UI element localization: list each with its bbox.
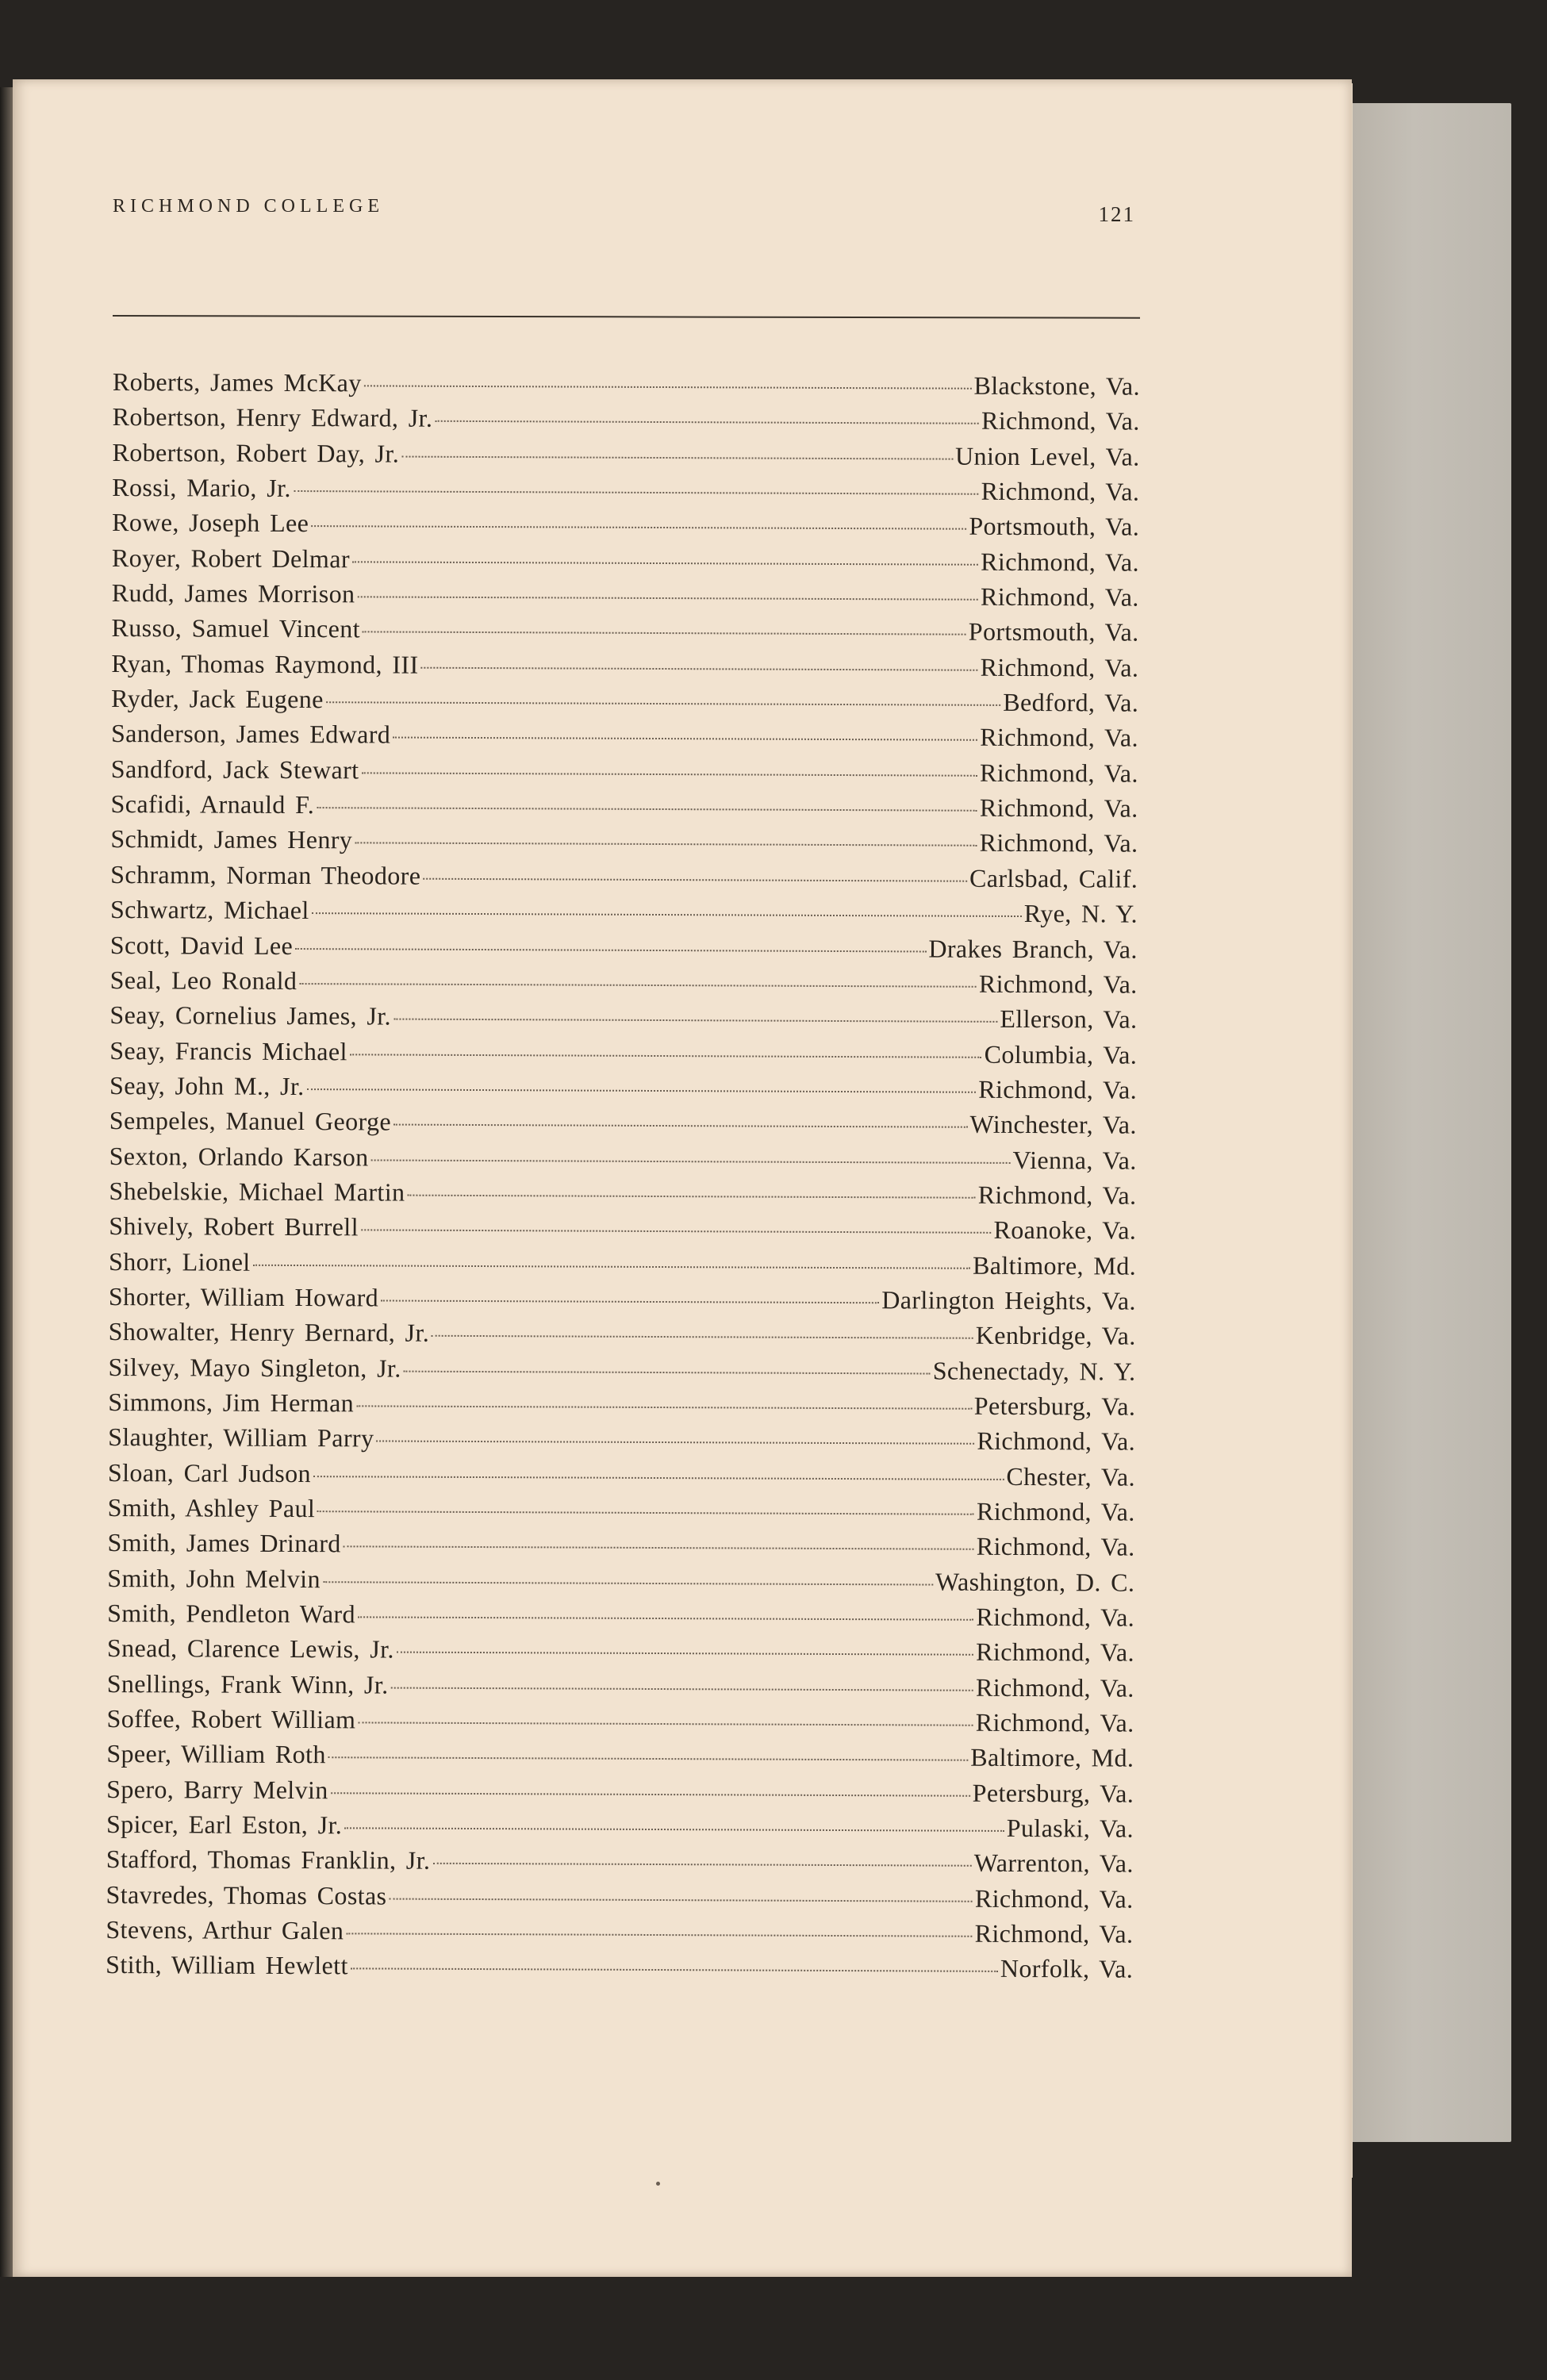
dot-leader [294,490,979,495]
entry-name: Sloan, Carl Judson [107,1457,312,1488]
entry-name: Scafidi, Arnauld F. [110,789,315,820]
dot-leader [364,385,972,389]
list-item [111,613,1138,653]
entry-name: Sandford, Jack Stewart [110,754,359,785]
list-item [107,1528,1134,1568]
entry-name: Soffee, Robert William [106,1704,356,1734]
entry-name: Simmons, Jim Herman [108,1387,355,1418]
entry-name: Rossi, Mario, Jr. [112,473,291,503]
dot-leader [323,1581,933,1585]
dot-leader [404,1370,931,1374]
list-item [107,1599,1134,1638]
entry-place: Ellerson, Va. [1000,1004,1138,1034]
entry-name: Snellings, Frank Winn, Jr. [106,1668,389,1699]
dot-leader [381,1299,879,1303]
entry-place: Kenbridge, Va. [975,1321,1136,1350]
list-item [111,719,1138,758]
dot-leader [311,525,966,530]
entry-name: Schwartz, Michael [109,895,309,925]
list-item [109,1142,1137,1181]
entry-place: Vienna, Va. [1012,1145,1137,1175]
dot-leader [397,1652,973,1656]
list-item [112,438,1139,478]
entry-place: Richmond, Va. [980,652,1139,682]
entry-place: Richmond, Va. [980,723,1139,753]
entry-name: Spicer, Earl Eston, Jr. [106,1810,343,1840]
entry-name: Smith, James Drinard [107,1528,341,1558]
entry-place: Richmond, Va. [976,1637,1135,1668]
list-item [109,1036,1137,1076]
entry-name: Smith, Pendleton Ward [107,1599,356,1629]
entry-name: Scott, David Lee [109,930,294,960]
dot-leader [253,1264,970,1269]
list-item [112,543,1139,583]
entry-place: Petersburg, Va. [972,1778,1134,1808]
entry-name: Robertson, Henry Edward, Jr. [112,402,433,433]
list-item [112,473,1139,512]
dot-leader [299,983,977,988]
dot-leader [391,1687,974,1691]
entry-place: Richmond, Va. [981,547,1140,577]
dot-leader [358,1722,973,1726]
list-item [108,1422,1135,1462]
dot-leader [356,1405,972,1409]
dot-leader [358,1616,974,1620]
entry-name: Showalter, Henry Bernard, Jr. [108,1317,430,1348]
entry-name: Slaughter, William Parry [108,1422,374,1453]
entry-place: Petersburg, Va. [973,1391,1136,1421]
list-item [110,860,1138,900]
entry-name: Roberts, James McKay [112,367,362,397]
list-item [111,684,1138,724]
entry-place: Baltimore, Md. [972,1250,1137,1280]
list-item [109,1211,1136,1251]
entry-name: Shorr, Lionel [109,1246,251,1276]
backing-board [1349,103,1511,2142]
entry-place: Union Level, Va. [955,441,1140,471]
entry-place: Richmond, Va. [974,1918,1134,1948]
entry-name: Seay, Cornelius James, Jr. [109,1000,392,1031]
list-item [106,1810,1134,1849]
entry-place: Richmond, Va. [979,758,1138,788]
entry-name: Royer, Robert Delmar [111,543,350,574]
entry-place: Winchester, Va. [969,1109,1137,1139]
entry-name: Silvey, Mayo Singleton, Jr. [108,1352,401,1383]
list-item [106,1775,1134,1814]
dot-leader [344,1546,974,1550]
entry-place: Drakes Branch, Va. [928,933,1138,964]
dot-leader [407,1195,975,1199]
list-item [109,1106,1137,1146]
entry-name: Stevens, Arthur Galen [106,1915,344,1945]
list-item [106,1915,1133,1955]
list-item [110,824,1138,864]
entry-place: Richmond, Va. [977,1426,1136,1456]
entry-name: Shebelskie, Michael Martin [109,1176,405,1207]
entry-name: Smith, John Melvin [107,1563,321,1593]
dot-leader [393,737,977,741]
dot-leader [362,772,978,776]
entry-name: Shorter, William Howard [108,1281,379,1312]
dot-leader [421,666,978,670]
entry-name: Sanderson, James Edward [110,719,391,749]
dot-leader [363,631,966,635]
dot-leader [371,1159,1011,1164]
entry-name: Stavredes, Thomas Costas [106,1879,387,1910]
list-item [109,1071,1137,1111]
entry-place: Roanoke, Va. [993,1215,1137,1245]
entry-place: Bedford, Va. [1003,687,1139,717]
dot-leader [295,948,926,952]
list-item [113,367,1140,407]
dot-leader [376,1441,974,1445]
list-item [110,965,1138,1005]
dot-leader [355,843,977,846]
entry-name: Speer, William Roth [106,1739,326,1769]
entry-name: Sexton, Orlando Karson [109,1141,369,1171]
entry-place: Schenectady, N. Y. [932,1356,1136,1386]
dot-leader [393,1124,967,1128]
dot-leader [307,1088,977,1093]
dot-leader [317,807,977,812]
list-item [108,1353,1135,1392]
dot-leader [357,596,978,600]
entry-place: Richmond, Va. [980,582,1139,612]
list-item [109,1282,1136,1322]
list-item [112,508,1139,547]
entry-place: Richmond, Va. [976,1532,1135,1561]
dot-leader [423,878,967,882]
entry-place: Portsmouth, Va. [968,617,1139,647]
entry-name: Schmidt, James Henry [110,824,353,854]
page-speck [656,2182,660,2186]
list-item [111,649,1138,689]
dot-leader [435,420,979,424]
entry-place: Rye, N. Y. [1023,899,1138,928]
list-item [109,1177,1136,1216]
entry-place: Carlsbad, Calif. [969,863,1138,893]
dot-leader [326,701,1000,706]
entry-name: Spero, Barry Melvin [106,1774,328,1804]
entry-name: Schramm, Norman Theodore [110,859,421,890]
list-item [109,1317,1136,1357]
dot-leader [351,1968,998,1973]
list-item [108,1458,1135,1498]
dot-leader [328,1757,969,1762]
entry-name: Sempeles, Manuel George [109,1106,392,1136]
entry-name: Rowe, Joseph Lee [112,508,309,538]
list-item [107,1564,1134,1603]
entry-place: Richmond, Va. [975,1707,1134,1737]
entry-name: Stafford, Thomas Franklin, Jr. [106,1844,431,1875]
entry-place: Richmond, Va. [979,793,1138,823]
entry-place: Richmond, Va. [979,828,1138,858]
list-item [109,1247,1136,1287]
dot-leader [389,1898,972,1902]
entry-name: Snead, Clarence Lewis, Jr. [106,1633,394,1664]
directory-list [106,367,1140,1990]
list-item [110,789,1138,829]
running-head [113,196,1140,244]
entry-place: Richmond, Va. [977,1180,1137,1210]
entry-place: Portsmouth, Va. [969,512,1140,542]
list-item [111,754,1138,794]
list-item [106,1844,1134,1884]
entry-place: Blackstone, Va. [973,370,1140,401]
entry-name: Shively, Robert Burrell [109,1211,359,1242]
page-number: 121 [1098,202,1135,226]
list-item [106,1704,1134,1744]
dot-leader [432,1335,973,1339]
running-title: RICHMOND COLLEGE [113,196,384,217]
entry-place: Darlington Heights, Va. [881,1285,1136,1315]
list-item [107,1633,1134,1673]
dot-leader [346,1933,972,1937]
list-item [106,1950,1133,1990]
entry-name: Ryan, Thomas Raymond, III [111,648,419,679]
list-item [113,402,1140,442]
dot-leader [401,455,953,459]
entry-place: Pulaski, Va. [1006,1814,1134,1843]
entry-name: Stith, William Hewlett [106,1950,348,1980]
entry-place: Richmond, Va. [974,1883,1134,1914]
dot-leader [331,1792,970,1797]
entry-name: Seay, Francis Michael [109,1035,347,1065]
dot-leader [313,1476,1004,1480]
dot-leader [350,1054,982,1058]
entry-name: Seay, John M., Jr. [109,1070,305,1100]
dot-leader [432,1863,971,1867]
entry-name: Smith, Ashley Paul [107,1492,316,1523]
entry-place: Baltimore, Md. [970,1743,1134,1773]
dot-leader [352,561,978,565]
entry-place: Richmond, Va. [981,476,1140,506]
dot-leader [361,1230,992,1234]
dot-leader [393,1019,997,1023]
entry-place: Richmond, Va. [981,406,1140,436]
list-item [106,1880,1133,1920]
list-item [110,930,1138,969]
entry-name: Russo, Samuel Vincent [111,613,361,643]
entry-place: Richmond, Va. [976,1496,1135,1526]
dot-leader [344,1827,1004,1832]
entry-place: Washington, D. C. [935,1567,1135,1597]
entry-name: Rudd, James Morrison [111,578,355,608]
entry-place: Richmond, Va. [975,1672,1134,1702]
list-item [108,1493,1135,1533]
list-item [109,1000,1137,1040]
list-item [110,895,1138,935]
dot-leader [312,912,1022,917]
entry-place: Chester, Va. [1006,1461,1135,1491]
entry-place: Norfolk, Va. [1000,1954,1134,1984]
entry-name: Ryder, Jack Eugene [111,684,324,714]
entry-place: Warrenton, Va. [973,1848,1134,1879]
dot-leader [317,1511,974,1515]
entry-place: Richmond, Va. [978,1074,1138,1104]
list-item [112,578,1139,618]
list-item [108,1388,1135,1427]
list-item [106,1739,1134,1779]
entry-name: Robertson, Robert Day, Jr. [112,437,400,468]
entry-place: Columbia, Va. [984,1039,1138,1069]
entry-name: Seal, Leo Ronald [109,965,298,995]
list-item [107,1669,1134,1709]
entry-place: Richmond, Va. [978,969,1138,999]
entry-place: Richmond, Va. [976,1602,1135,1632]
